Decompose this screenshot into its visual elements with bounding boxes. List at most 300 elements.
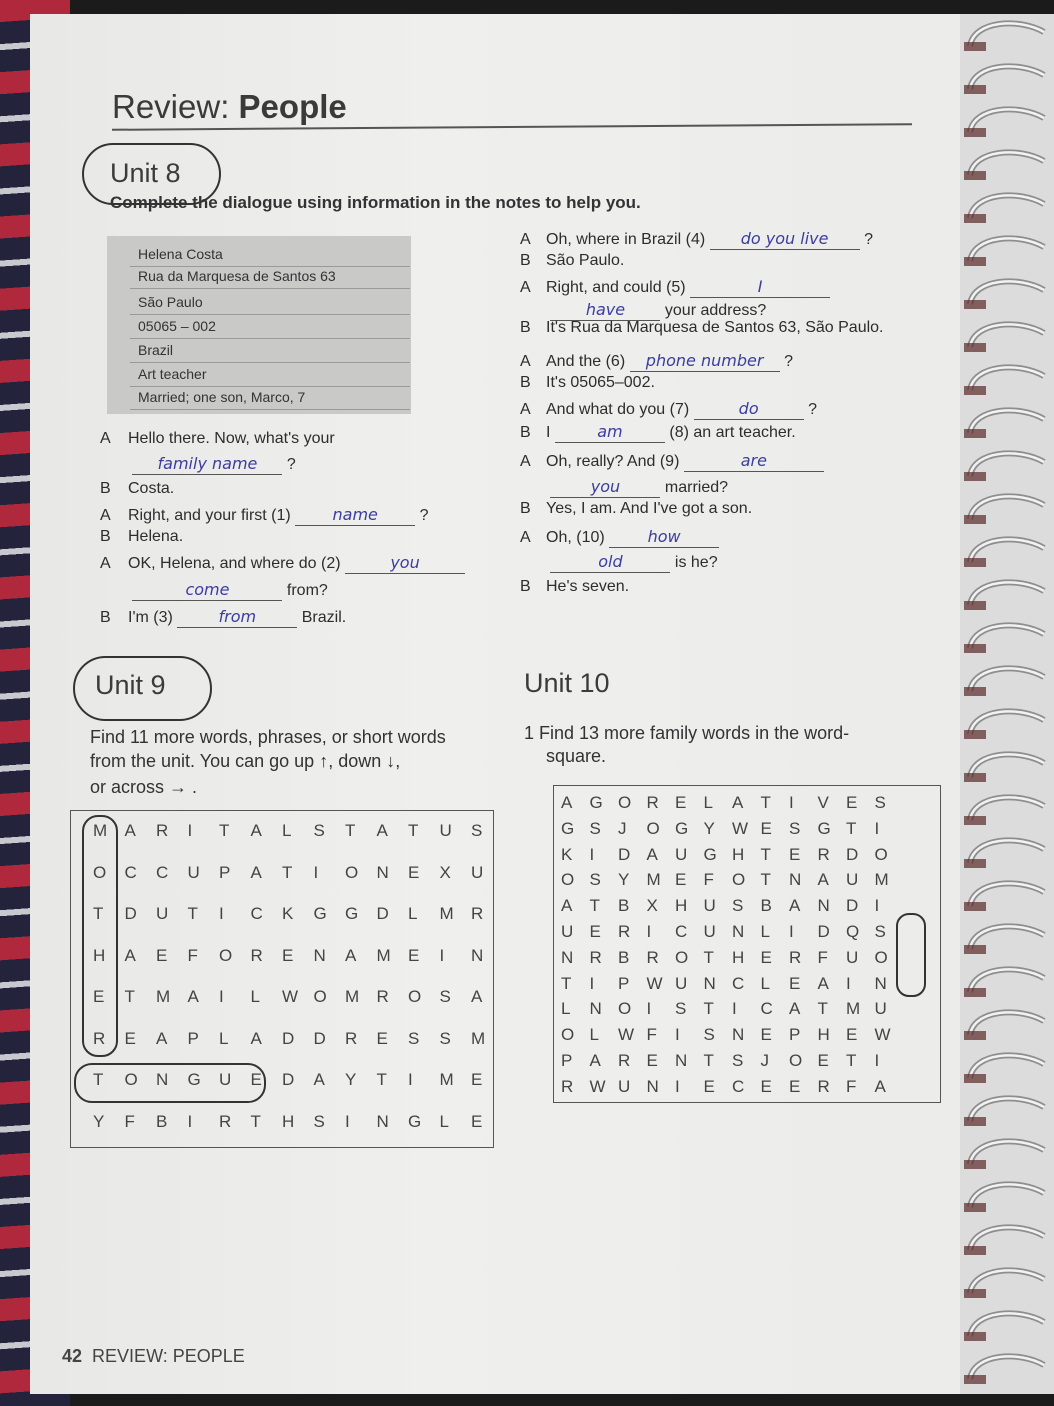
dialogue-text: Oh, (10) (546, 529, 605, 546)
right-line-11 (520, 477, 728, 498)
unit10-grid-letter: A (589, 1051, 601, 1070)
unit9-grid-letter: N (376, 1111, 389, 1131)
unit9-grid-letter: G (187, 1070, 201, 1089)
left-line-7 (100, 580, 328, 601)
unit10-grid-letter: T (846, 818, 857, 838)
unit9-grid-letter: C (250, 904, 263, 923)
unit10-grid-letter: I (589, 844, 595, 864)
unit10-grid-letter: S (589, 870, 601, 890)
dialogue-text-after: your address? (664, 302, 767, 319)
unit10-grid-letter: E (789, 1076, 801, 1096)
unit9-grid-letter: O (313, 987, 327, 1006)
right-line-8 (520, 399, 817, 420)
unit10-grid-letter: L (561, 999, 571, 1019)
unit10-grid-letter: T (703, 999, 714, 1019)
handwritten-answer: name (332, 505, 378, 524)
unit10-grid-letter: E (789, 844, 801, 864)
unit10-grid-letter: Y (618, 870, 630, 890)
unit-10-label: Unit 10 (524, 668, 610, 698)
unit10-grid-letter: W (874, 1025, 891, 1045)
unit10-grid-letter: I (789, 793, 794, 812)
right-line-6 (520, 351, 793, 372)
unit10-grid-letter: U (703, 896, 716, 916)
unit9-grid-letter: N (313, 945, 326, 965)
right-line-14 (520, 552, 718, 573)
unit9-grid-letter: M (93, 821, 108, 840)
unit10-grid-letter: S (732, 896, 744, 916)
circle-answer-son (896, 913, 926, 997)
unit9-grid-letter: S (439, 987, 451, 1006)
unit9-grid-letter: R (250, 945, 263, 965)
note-line-4: 05065 – 002 (138, 318, 216, 334)
right-line-10 (520, 451, 824, 472)
handwritten-answer: how (647, 527, 681, 546)
unit9-grid-letter: U (219, 1070, 232, 1089)
unit10-grid-letter: E (789, 973, 801, 993)
unit10-grid-letter: N (646, 1076, 659, 1096)
unit10-grid-letter: F (703, 870, 714, 890)
left-line-1 (100, 430, 335, 448)
unit10-grid-letter: I (675, 1076, 680, 1096)
unit9-grid-letter: R (156, 821, 169, 840)
unit10-grid-letter: E (675, 793, 687, 812)
unit9-grid-letter: I (219, 904, 224, 923)
unit10-grid-letter: K (561, 844, 573, 864)
dialogue-text: It's 05065–002. (546, 374, 655, 391)
unit10-grid-letter: T (846, 1051, 857, 1070)
unit10-grid-letter: N (561, 947, 574, 967)
handwritten-answer: are (740, 451, 767, 470)
unit9-grid-letter: E (471, 1070, 483, 1089)
unit10-grid-letter: G (589, 793, 603, 812)
unit9-grid-letter: A (124, 945, 136, 965)
unit10-grid-letter: U (675, 844, 688, 864)
left-line-8 (100, 607, 346, 628)
unit9-grid-letter: S (313, 821, 325, 840)
unit10-grid-letter: A (817, 870, 829, 890)
dialogue-text-after: is he? (674, 554, 718, 571)
handwritten-answer: family name (157, 454, 258, 473)
unit10-grid-letter: C (732, 973, 745, 993)
right-line-3 (520, 277, 830, 298)
unit10-grid-letter: F (646, 1025, 657, 1045)
dialogue-text: And the (6) (546, 353, 626, 370)
unit10-grid-letter: T (703, 947, 714, 967)
speaker: B (100, 609, 111, 626)
dialogue-text: Helena. (128, 528, 184, 545)
unit9-grid-letter: T (408, 821, 419, 840)
handwritten-answer: I (757, 277, 763, 296)
unit10-grid-letter: O (732, 870, 746, 890)
unit10-grid-letter: E (675, 870, 687, 890)
unit9-grid-letter: L (219, 1028, 229, 1048)
unit9-grid-letter: E (124, 1028, 136, 1048)
handwritten-answer: you (390, 553, 420, 572)
unit10-grid-letter: C (760, 999, 773, 1019)
unit10-grid-letter: T (703, 1051, 714, 1070)
unit9-grid-letter: A (376, 821, 388, 840)
page-footer (62, 1346, 245, 1367)
unit10-grid-letter: A (732, 793, 744, 812)
handwritten-answer: phone number (645, 351, 764, 370)
unit9-grid-letter: L (408, 904, 418, 923)
right-line-4 (520, 300, 766, 321)
unit10-grid-letter: A (561, 793, 573, 812)
unit9-grid-letter: T (345, 821, 356, 840)
unit10-grid-letter: M (874, 870, 889, 890)
unit10-grid-letter: U (618, 1076, 631, 1096)
unit10-grid-letter: G (703, 844, 717, 864)
speaker: B (520, 374, 531, 391)
unit10-grid-letter: C (675, 922, 688, 941)
unit9-grid-letter: P (187, 1028, 199, 1048)
unit10-grid-letter: D (817, 922, 830, 941)
unit9-grid-letter: L (250, 987, 260, 1006)
unit10-grid-letter: N (703, 973, 716, 993)
speaker: B (520, 319, 531, 336)
speaker: A (520, 279, 531, 296)
note-line-7: Married; one son, Marco, 7 (138, 389, 306, 405)
handwritten-answer: do (738, 399, 759, 418)
page-title: Review: People (112, 88, 347, 125)
unit9-grid-letter: T (219, 821, 230, 840)
dialogue-text: OK, Helena, and where do (2) (128, 555, 341, 572)
unit10-grid-letter: D (846, 844, 859, 864)
unit9-grid-letter: E (408, 945, 420, 965)
unit10-grid-letter: L (760, 973, 770, 993)
unit9-grid-letter: A (187, 987, 199, 1006)
unit10-grid-letter: E (760, 818, 772, 838)
unit10-grid-letter: Y (703, 818, 715, 838)
unit9-grid-letter: O (408, 987, 422, 1006)
left-line-5 (100, 528, 183, 546)
unit9-grid-letter: G (313, 904, 327, 923)
unit10-grid-letter: E (760, 947, 772, 967)
up-arrow-icon: ↑ (319, 751, 329, 771)
speaker: B (520, 252, 531, 269)
dialogue-text: Oh, really? And (9) (546, 453, 680, 470)
unit10-grid-letter: W (646, 973, 663, 993)
unit9-grid-letter: E (250, 1070, 262, 1089)
unit10-grid-letter: A (646, 844, 658, 864)
unit9-grid-letter: L (282, 821, 292, 840)
unit10-grid-letter: O (646, 818, 660, 838)
speaker: A (520, 401, 531, 418)
speaker: A (520, 353, 531, 370)
unit10-grid-letter: F (817, 947, 828, 967)
unit10-grid-letter: O (561, 1025, 575, 1045)
note-line-3: São Paulo (138, 294, 203, 310)
unit9-grid-letter: R (376, 987, 389, 1006)
unit10-grid-letter: H (732, 844, 745, 864)
unit9-grid-letter: A (250, 821, 262, 840)
unit10-grid-letter: E (646, 1051, 658, 1070)
unit9-grid-letter: P (219, 862, 231, 882)
circle-answer-tongue (74, 1063, 266, 1103)
unit10-grid-letter: W (589, 1076, 606, 1096)
note-rule (130, 266, 410, 267)
right-line-9 (520, 422, 796, 443)
unit10-grid-letter: I (846, 973, 851, 993)
unit9-grid-letter: U (471, 862, 484, 882)
unit10-grid-letter: S (675, 999, 687, 1019)
unit-9-label: Unit 9 (95, 670, 166, 700)
unit10-grid-letter: M (846, 999, 861, 1019)
unit10-grid-letter: E (760, 1076, 772, 1096)
unit9-grid-letter: Y (345, 1070, 357, 1089)
unit9-grid-letter: N (376, 862, 389, 882)
unit10-grid-letter: S (874, 922, 886, 941)
unit9-grid-letter: E (156, 945, 168, 965)
unit10-grid-letter: E (846, 1025, 858, 1045)
unit10-grid-letter: N (732, 1025, 745, 1045)
dialogue-text-after: (8) an art teacher. (669, 424, 796, 441)
unit10-grid-letter: P (561, 1051, 573, 1070)
unit10-grid-letter: I (589, 973, 595, 993)
unit10-grid-letter: L (703, 793, 713, 812)
unit9-grid-letter: W (282, 987, 299, 1006)
left-line-3 (100, 480, 174, 498)
unit-9-instruction-line-1: Find 11 more words, phrases, or short words (90, 727, 446, 747)
unit-8-label: Unit 8 (110, 158, 181, 188)
unit10-grid-letter: A (874, 1076, 886, 1096)
note-rule (130, 288, 410, 289)
unit9-grid-letter: S (471, 821, 483, 840)
unit9-grid-letter: G (345, 904, 359, 923)
unit9-grid-letter: T (376, 1070, 387, 1089)
unit9-grid-letter: O (219, 945, 233, 965)
unit10-grid-letter: O (874, 844, 888, 864)
unit10-grid-letter: J (618, 818, 627, 838)
unit10-grid-letter: R (817, 844, 830, 864)
unit10-grid-letter: A (789, 999, 801, 1019)
unit9-grid-letter: E (408, 862, 420, 882)
dialogue-text: Right, and could (5) (546, 279, 686, 296)
unit10-grid-letter: N (675, 1051, 688, 1070)
dialogue-text-after: ? (808, 401, 818, 418)
unit10-grid-letter: U (675, 973, 688, 993)
dialogue-text: It's Rua da Marquesa de Santos 63, São Paulo. (546, 319, 884, 336)
dialogue-text-after: ? (286, 456, 296, 473)
unit10-grid-letter: S (789, 818, 801, 838)
unit9-grid-letter: T (282, 862, 293, 882)
unit9-grid-letter: O (345, 862, 359, 882)
unit10-grid-letter: I (732, 999, 737, 1019)
handwritten-answer: you (590, 477, 621, 496)
unit9-grid-letter: A (313, 1070, 325, 1089)
unit9-grid-letter: T (124, 987, 135, 1006)
unit10-grid-letter: R (646, 947, 659, 967)
unit10-grid-letter: I (675, 1025, 680, 1045)
note-rule (130, 362, 410, 363)
dialogue-text: Oh, where in Brazil (4) (546, 231, 706, 248)
unit10-grid-letter: B (618, 896, 630, 916)
dialogue-text: Yes, I am. And I've got a son. (546, 500, 753, 517)
note-line-1: Helena Costa (138, 246, 223, 262)
spiral-binding (960, 14, 1054, 1394)
right-line-12 (520, 500, 752, 518)
unit10-grid-letter: I (646, 999, 652, 1019)
unit10-grid-letter: T (760, 793, 771, 812)
unit9-grid-letter: I (219, 987, 224, 1006)
unit10-grid-letter: I (874, 896, 880, 916)
unit10-grid-letter: G (817, 818, 831, 838)
unit10-grid-letter: L (589, 1025, 599, 1045)
handwritten-answer: come (185, 580, 230, 599)
unit9-grid-letter: N (156, 1070, 169, 1089)
unit10-grid-letter: R (618, 922, 631, 941)
unit9-grid-letter: R (471, 904, 484, 923)
unit10-grid-letter: G (675, 818, 689, 838)
dialogue-text: Right, and your first (1) (128, 507, 291, 524)
unit9-grid-letter: R (345, 1028, 358, 1048)
handwritten-answer: am (597, 422, 623, 441)
unit9-grid-letter: M (471, 1028, 486, 1048)
unit10-grid-letter: O (618, 999, 632, 1019)
unit9-grid-letter: E (282, 945, 294, 965)
unit10-grid-letter: S (732, 1051, 744, 1070)
unit10-grid-letter: N (874, 973, 887, 993)
speaker: A (100, 555, 111, 572)
right-line-13 (520, 527, 719, 548)
unit10-grid-letter: S (589, 818, 601, 838)
unit9-grid-letter: E (471, 1111, 483, 1131)
unit9-grid-letter: M (156, 987, 171, 1006)
speaker: A (520, 529, 531, 546)
unit10-grid-letter: N (789, 870, 802, 890)
dialogue-text-after: from? (286, 582, 328, 599)
unit9-grid-letter: A (250, 862, 262, 882)
unit9-grid-letter: K (282, 904, 294, 923)
unit10-grid-letter: A (817, 973, 829, 993)
unit9-grid-letter: X (439, 862, 451, 882)
unit10-grid-letter: H (817, 1025, 830, 1045)
unit10-grid-letter: I (874, 818, 880, 838)
unit10-grid-letter: Q (846, 922, 860, 941)
unit10-grid-letter: P (618, 973, 630, 993)
speaker: B (520, 500, 531, 517)
unit10-grid-letter: B (618, 947, 630, 967)
unit9-grid-letter: D (376, 904, 389, 923)
unit10-grid-letter: P (789, 1025, 801, 1045)
unit9-grid-letter: A (345, 945, 357, 965)
page-number: 42 (62, 1346, 83, 1366)
dialogue-text: I (546, 424, 551, 441)
unit10-grid-letter: I (874, 1051, 880, 1070)
unit9-grid-letter: I (187, 1111, 193, 1131)
unit9-grid-letter: M (376, 945, 391, 965)
note-rule (130, 314, 410, 315)
unit10-grid-letter: T (760, 870, 771, 890)
unit10-grid-letter: L (760, 922, 770, 941)
dialogue-text: São Paulo. (546, 252, 625, 269)
unit10-grid-letter: R (817, 1076, 830, 1096)
unit-10-instruction-line-2: square. (546, 746, 607, 766)
unit10-grid-letter: R (618, 1051, 631, 1070)
unit10-grid-letter: U (874, 999, 887, 1019)
dialogue-text: I'm (3) (128, 609, 173, 626)
unit9-grid-letter: I (408, 1070, 413, 1089)
unit10-grid-letter: U (561, 922, 574, 941)
unit10-grid-letter: E (589, 922, 601, 941)
unit9-grid-letter: U (439, 821, 452, 840)
unit10-grid-letter: M (646, 870, 661, 890)
dialogue-text-after: married? (664, 479, 729, 496)
unit9-grid-letter: C (124, 862, 137, 882)
unit10-grid-letter: A (789, 896, 801, 916)
dialogue-text: Hello there. Now, what's your (128, 430, 335, 447)
unit10-grid-letter: E (703, 1076, 715, 1096)
handwritten-answer: from (218, 607, 257, 626)
across-arrow-icon: → (169, 777, 188, 797)
unit9-grid-letter: O (93, 862, 107, 882)
unit9-grid-letter: B (156, 1111, 168, 1131)
speaker: A (100, 507, 111, 524)
speaker: B (100, 528, 111, 545)
unit10-grid-letter: H (732, 947, 745, 967)
speaker: B (100, 480, 111, 497)
unit9-grid-letter: T (93, 904, 104, 923)
unit9-grid-letter: C (156, 862, 169, 882)
dialogue-text: He's seven. (546, 578, 630, 595)
right-line-2 (520, 252, 624, 270)
unit9-grid-letter: I (313, 862, 319, 882)
right-line-15 (520, 578, 629, 596)
unit-8-instruction: Complete the dialogue using information in the notes to help you. (110, 193, 641, 212)
unit10-grid-letter: W (618, 1025, 635, 1045)
unit10-grid-letter: H (675, 896, 688, 916)
speaker: A (520, 231, 531, 248)
dialogue-text: And what do you (7) (546, 401, 690, 418)
unit9-grid-letter: U (187, 862, 200, 882)
right-line-1 (520, 229, 873, 250)
left-line-4 (100, 505, 429, 526)
unit9-grid-letter: D (124, 904, 137, 923)
unit10-grid-letter: R (589, 947, 602, 967)
circle-answer-mother (82, 815, 118, 1057)
note-rule (130, 386, 410, 387)
dialogue-text-after: Brazil. (301, 609, 347, 626)
unit10-grid-letter: T (817, 999, 828, 1019)
right-line-5 (520, 319, 884, 337)
unit9-grid-letter: D (313, 1028, 326, 1048)
unit9-grid-letter: E (93, 987, 105, 1006)
unit10-grid-letter: I (789, 922, 794, 941)
unit10-grid-letter: O (789, 1051, 803, 1070)
unit10-grid-letter: O (618, 793, 632, 812)
unit-9-instruction-line-2: from the unit. You can go up ↑, down ↓, (90, 751, 401, 771)
unit10-grid-letter: U (846, 947, 859, 967)
unit9-grid-letter: T (187, 904, 198, 923)
speaker: A (520, 453, 531, 470)
unit10-grid-letter: C (732, 1076, 745, 1096)
unit10-grid-letter: B (760, 896, 772, 916)
unit10-grid-letter: T (561, 973, 572, 993)
unit10-grid-letter: R (646, 793, 659, 812)
unit9-grid-letter: U (156, 904, 169, 923)
unit10-grid-letter: U (703, 922, 716, 941)
unit9-grid-letter: D (282, 1070, 295, 1089)
handwritten-answer: old (598, 552, 623, 571)
unit9-grid-letter: F (187, 945, 198, 965)
unit10-grid-letter: U (846, 870, 859, 890)
unit10-grid-letter: A (561, 896, 573, 916)
unit10-grid-letter: I (646, 922, 652, 941)
unit9-grid-letter: M (439, 904, 454, 923)
unit9-grid-letter: S (439, 1028, 451, 1048)
unit9-grid-letter: A (250, 1028, 262, 1048)
unit10-grid-letter: N (589, 999, 602, 1019)
